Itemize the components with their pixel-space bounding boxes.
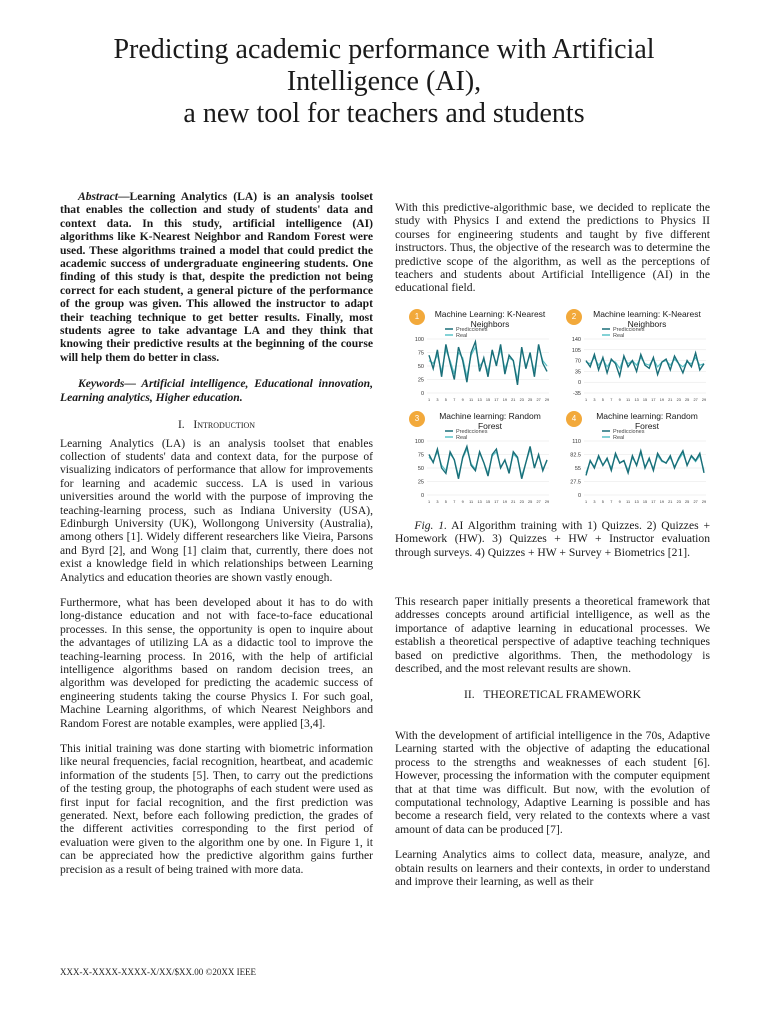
figure-caption (395, 519, 710, 559)
section-number: I. (177, 418, 185, 432)
x-tick-label: 17 (494, 397, 499, 402)
title-line-2: Intelligence (AI), (286, 66, 482, 97)
right-paragraph-3: With the development of artificial intelligence in the 70s, Adaptive Learning started with the objective of adapting the educational process to the strengths and weaknesses of each student [6]. However, processing the information with the computer equipment that at that time was difficult. But now, with the evolution of computational technology, Adaptive Learning is possible and has become a research field, very related to the contexts where a vast amount of data can be produced [7]. (395, 728, 710, 836)
x-tick-label: 11 (469, 397, 474, 402)
x-tick-label: 7 (453, 397, 456, 402)
x-tick-label: 19 (659, 397, 664, 402)
x-tick-label: 21 (511, 499, 516, 504)
legend-label: Real (456, 332, 468, 339)
x-tick-label: 19 (502, 499, 507, 504)
chart-badge: 2 (566, 309, 582, 325)
line-chart (403, 429, 553, 507)
keywords-label: Keywords— (78, 377, 136, 391)
x-tick-label: 9 (461, 499, 464, 504)
keywords (60, 377, 373, 404)
legend-label: Predicciones (456, 326, 488, 333)
footer-copyright: XXX-X-XXXX-XXXX-X/XX/$XX.00 ©20XX IEEE (60, 967, 257, 977)
x-tick-label: 17 (651, 499, 656, 504)
x-tick-label: 25 (528, 397, 533, 402)
x-tick-label: 23 (676, 397, 681, 402)
right-column (395, 201, 710, 900)
keywords-text: Artificial intelligence, Educational innovation, Learning analytics, Higher education. (60, 377, 373, 404)
x-tick-label: 9 (461, 397, 464, 402)
x-tick-label: 25 (528, 499, 533, 504)
y-tick-label: 55 (574, 465, 581, 472)
x-tick-label: 9 (618, 499, 621, 504)
abstract-label: Abstract (78, 190, 118, 203)
intro-paragraph-2: Furthermore, what has been developed about it has to do with long-distance education and not with face-to-face educational processes. In this sense, the opportunity is open to inquire about the advantages of utilizing LA as a didactic tool to improve the teaching-learning process. In 2016, with the help of artificial intelligence algorithms based on random decision trees, an algorithm was developed for predicting the academic success of engineering students taking the course Physics I. For such goal, Machine Learning algorithms, of which Nearest Neighbors and Random Forest are notable examples, were applied [3,4]. (60, 595, 373, 730)
x-tick-label: 3 (436, 397, 439, 402)
x-tick-label: 23 (676, 499, 681, 504)
chart-badge: 1 (409, 309, 425, 325)
chart-title: Machine Learning: K-Nearest Neighbors (434, 308, 546, 329)
legend-label: Real (613, 332, 625, 339)
series-line-predicciones (586, 353, 704, 376)
right-paragraph-4: Learning Analytics aims to collect data, measure, analyze, and obtain results on learners and their contexts, in order to understand and improve their learning, as well as their (395, 848, 710, 888)
x-tick-label: 13 (477, 397, 482, 402)
section-heading-theoretical (395, 688, 710, 701)
x-tick-label: 5 (444, 397, 447, 402)
chart-badge: 4 (566, 411, 582, 427)
x-tick-label: 13 (477, 499, 482, 504)
x-tick-label: 1 (427, 397, 431, 402)
title-line-1: Predicting academic performance with Artificial (113, 34, 655, 65)
x-tick-label: 27 (693, 397, 698, 402)
x-tick-label: 23 (519, 397, 524, 402)
y-tick-label: 75 (417, 452, 424, 459)
y-tick-label: 0 (420, 492, 424, 499)
chart-title: Machine learning: K-Nearest Neighbors (593, 308, 701, 329)
x-tick-label: 11 (626, 499, 631, 504)
series-line-predicciones (429, 446, 547, 478)
y-tick-label: 100 (414, 336, 424, 343)
x-tick-label: 5 (444, 499, 447, 504)
x-tick-label: 17 (651, 397, 656, 402)
x-tick-label: 15 (642, 397, 648, 402)
x-tick-label: 27 (536, 397, 541, 402)
y-tick-label: 27.5 (570, 479, 581, 486)
series-line-predicciones (429, 342, 547, 385)
legend-label: Predicciones (456, 428, 488, 435)
caption-label: Fig. 1. (414, 518, 447, 532)
y-tick-label: 110 (572, 438, 581, 445)
x-tick-label: 13 (634, 397, 639, 402)
section-title: Introduction (193, 418, 256, 432)
x-tick-label: 7 (610, 499, 613, 504)
chart-title: Machine learning: Random Forest (439, 410, 541, 431)
x-tick-label: 29 (701, 397, 707, 402)
x-tick-label: 21 (511, 397, 516, 402)
chart-panel-3 (403, 409, 553, 507)
line-chart (560, 429, 710, 507)
x-tick-label: 1 (427, 499, 431, 504)
right-paragraph-2: This research paper initially presents a theoretical framework that addresses concepts around artificial intelligence, as well as the importance of adaptive learning in educational processes. We establish a theoretical perspective of adaptive teaching techniques based on predictive algorithms. Then, the methodology is described, and the most relevant results are shown. (395, 595, 710, 676)
section-title: THEORETICAL FRAMEWORK (483, 687, 641, 701)
y-tick-label: 50 (417, 363, 424, 370)
x-tick-label: 15 (485, 499, 491, 504)
x-tick-label: 25 (685, 499, 690, 504)
x-tick-label: 21 (668, 499, 673, 504)
y-tick-label: 70 (574, 358, 581, 365)
x-tick-label: 1 (584, 499, 588, 504)
y-tick-label: 75 (417, 350, 424, 357)
paper-title (30, 34, 738, 130)
x-tick-label: 23 (519, 499, 524, 504)
y-tick-label: 0 (577, 380, 581, 387)
x-tick-label: 17 (494, 499, 499, 504)
chart-panel-2 (560, 307, 710, 405)
x-tick-label: 5 (601, 397, 604, 402)
abstract (60, 190, 373, 364)
y-tick-label: 0 (577, 492, 581, 499)
x-tick-label: 25 (685, 397, 690, 402)
x-tick-label: 11 (626, 397, 631, 402)
section-number: II. (463, 687, 475, 701)
x-tick-label: 27 (536, 499, 541, 504)
caption-text: AI Algorithm training with 1) Quizzes. 2) Quizzes + Homework (HW). 3) Quizzes + HW + Instructor evaluation through surveys. 4) Quizzes + HW + Survey + Biometrics [21]. (395, 518, 711, 559)
y-tick-label: 25 (417, 479, 424, 486)
x-tick-label: 3 (593, 397, 596, 402)
x-tick-label: 19 (502, 397, 507, 402)
y-tick-label: -35 (573, 390, 581, 397)
intro-paragraph-3: This initial training was done starting with biometric information like neural frequencies, facial recognition, heartbeat, and academic information of the students [5]. Then, to carry out the predictions of the testing group, the photographs of each student were used as first input for facial recognition, and the first prediction was generated. Next, before each following prediction, the grades of the different activities corresponding to the first period of evaluation were given to the algorithm one by one. In Figure 1, it can be appreciated how the predictive algorithm gains further precision as a result of being trained with more data. (60, 742, 373, 876)
legend-label: Predicciones (613, 326, 645, 333)
left-column (60, 190, 373, 888)
y-tick-label: 105 (571, 347, 581, 354)
right-paragraph-1: With this predictive-algorithmic base, we decided to replicate the study with Physics I and extend the predictions to Physics II courses for engineering students and taught by five different instructors. Thus, the objective of the research was to determine the predictive scope of the algorithm, as well as the perceptions of teachers and students about Artificial Intelligence (AI) in the educational field. (395, 201, 710, 295)
x-tick-label: 11 (469, 499, 474, 504)
y-tick-label: 50 (417, 465, 424, 472)
section-heading-introduction (60, 418, 373, 431)
y-tick-label: 0 (420, 390, 424, 397)
x-tick-label: 27 (693, 499, 698, 504)
legend-label: Predicciones (613, 428, 645, 435)
figure-1 (395, 307, 710, 507)
intro-paragraph-1: Learning Analytics (LA) is an analysis toolset that enables collection of students' data and context data, for the purpose of visualizing indicators of performance that allow for improvements for learning and academic success. LA is used in various universities around the world with the purpose of improving the teaching-learning process, such as Indiana University (USA), Edinburgh University (UK), Wollongong University (Australia), among others [1]. Widely different researchers like Vieira, Parsons and Byrd [2], and Wong [1] claim that, currently, there does not exist a knowledge field in which relationships between Learning Analytics and education theories are shown vastly enough. (60, 436, 373, 584)
x-tick-label: 5 (601, 499, 604, 504)
x-tick-label: 29 (544, 397, 550, 402)
x-tick-label: 9 (618, 397, 621, 402)
y-tick-label: 82.5 (570, 452, 581, 459)
chart-panel-1 (403, 307, 553, 405)
x-tick-label: 29 (544, 499, 550, 504)
legend-label: Real (456, 434, 468, 441)
x-tick-label: 19 (659, 499, 664, 504)
x-tick-label: 7 (610, 397, 613, 402)
line-chart (560, 327, 710, 405)
y-tick-label: 35 (574, 369, 581, 376)
x-tick-label: 1 (584, 397, 588, 402)
chart-badge: 3 (409, 411, 425, 427)
x-tick-label: 15 (642, 499, 648, 504)
x-tick-label: 3 (436, 499, 439, 504)
x-tick-label: 13 (634, 499, 639, 504)
chart-panel-4 (560, 409, 710, 507)
y-tick-label: 25 (417, 377, 424, 384)
abstract-text: —Learning Analytics (LA) is an analysis toolset that enables the collection and study of students' data and context data. In this study, artificial intelligence (AI) algorithms like K-Nearest Neighbor and Random Forest were used. These algorithms trained a model that could predict the academic success of undergraduate engineering students. One finding of this study is that, despite the prediction not being correct for each student, a general picture of the performance of the group was given. This allowed the instructor to adapt their teaching technique to get better results. Finally, most students agree to take advantage LA and they think that knowing their predictive results at the beginning of the course will help them do better in class. (60, 190, 373, 364)
chart-title: Machine learning: Random Forest (596, 410, 698, 431)
title-line-3: a new tool for teachers and students (183, 98, 585, 129)
y-tick-label: 100 (414, 438, 424, 445)
x-tick-label: 29 (701, 499, 707, 504)
x-tick-label: 15 (485, 397, 491, 402)
legend-label: Real (613, 434, 625, 441)
x-tick-label: 3 (593, 499, 596, 504)
x-tick-label: 7 (453, 499, 456, 504)
x-tick-label: 21 (668, 397, 673, 402)
y-tick-label: 140 (571, 336, 581, 343)
line-chart (403, 327, 553, 405)
